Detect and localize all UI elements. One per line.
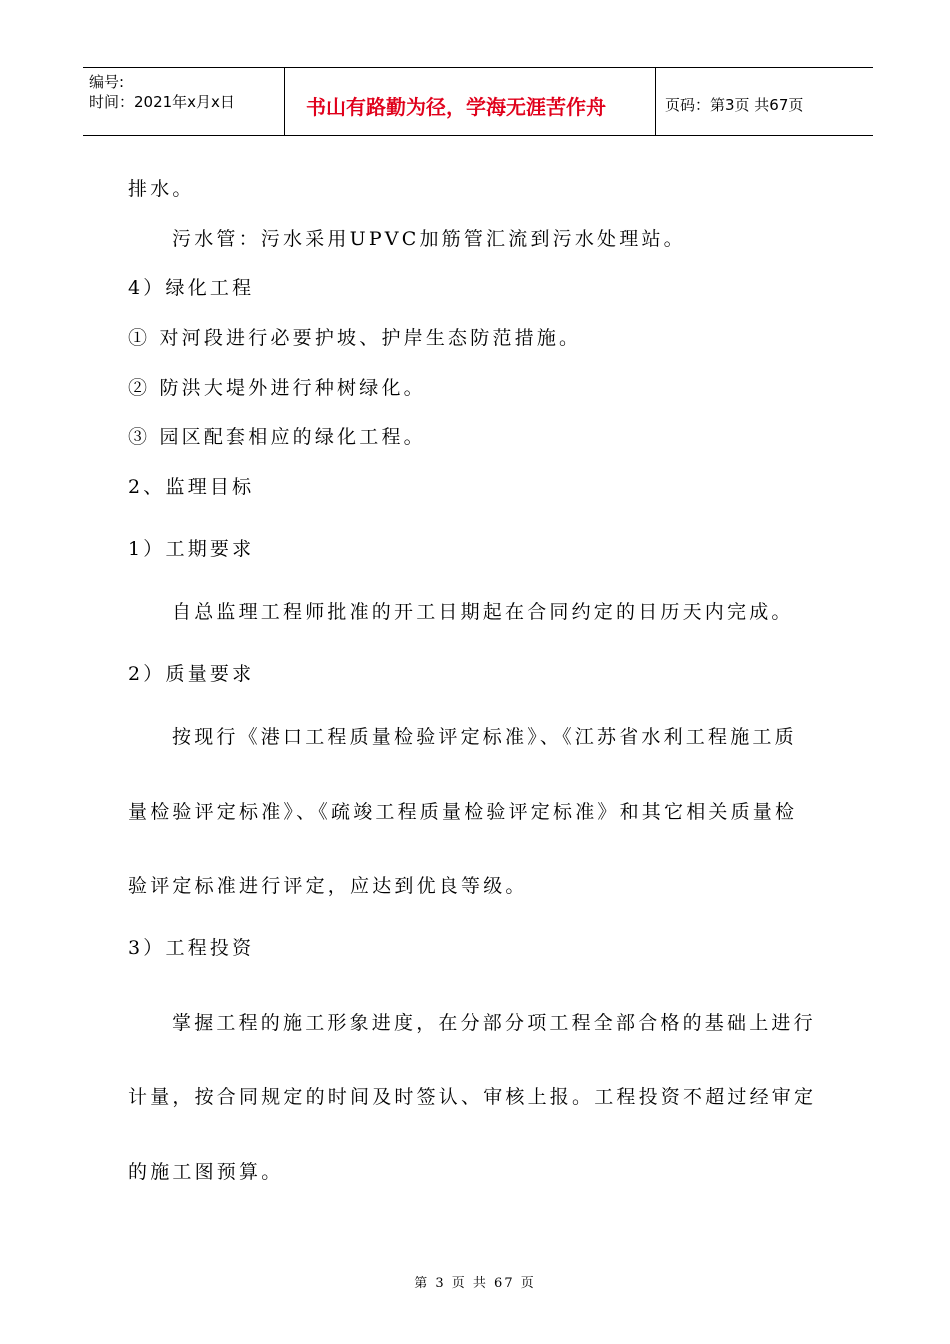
body-line: 污水管：污水采用UPVC加筋管汇流到污水处理站。 (172, 228, 686, 250)
body-line: 量检验评定标准》、《疏竣工程质量检验评定标准》和其它相关质量检 (128, 801, 798, 823)
section-heading: 3）工程投资 (128, 937, 255, 959)
page-footer: 第 3 页 共 67 页 (414, 1276, 536, 1291)
list-item: ② 防洪大堤外进行种树绿化。 (128, 377, 426, 399)
section-heading: 2）质量要求 (128, 663, 255, 685)
section-heading: 1）工期要求 (128, 538, 255, 560)
section-heading: 4）绿化工程 (128, 277, 255, 299)
list-item: ③ 园区配套相应的绿化工程。 (128, 426, 426, 448)
body-line: 验评定标准进行评定，应达到优良等级。 (128, 875, 528, 897)
body-line: 自总监理工程师批准的开工日期起在合同约定的日历天内完成。 (172, 601, 794, 623)
section-heading: 2、监理目标 (128, 476, 255, 498)
header-page-cell (656, 68, 873, 135)
header-meta (83, 68, 285, 135)
list-item: ① 对河段进行必要护坡、护岸生态防范措施。 (128, 327, 582, 349)
body-line: 计量，按合同规定的时间及时签认、审核上报。工程投资不超过经审定 (128, 1086, 817, 1108)
page-header (83, 67, 873, 136)
header-motto: 书山有路勤为径，学海无涯苦作舟 (306, 95, 606, 119)
document-number-label: 编号: (89, 73, 125, 91)
body-line: 掌握工程的施工形象进度，在分部分项工程全部合格的基础上进行 (172, 1012, 816, 1034)
header-motto-cell (285, 68, 656, 135)
body-line: 按现行《港口工程质量检验评定标准》、《江苏省水利工程施工质 (172, 726, 797, 748)
body-line: 的施工图预算。 (128, 1161, 284, 1183)
body-line: 排水。 (128, 178, 195, 200)
document-time-label: 时间：2021年x月x日 (89, 93, 235, 111)
header-page-info: 页码：第3页 共67页 (665, 96, 804, 114)
